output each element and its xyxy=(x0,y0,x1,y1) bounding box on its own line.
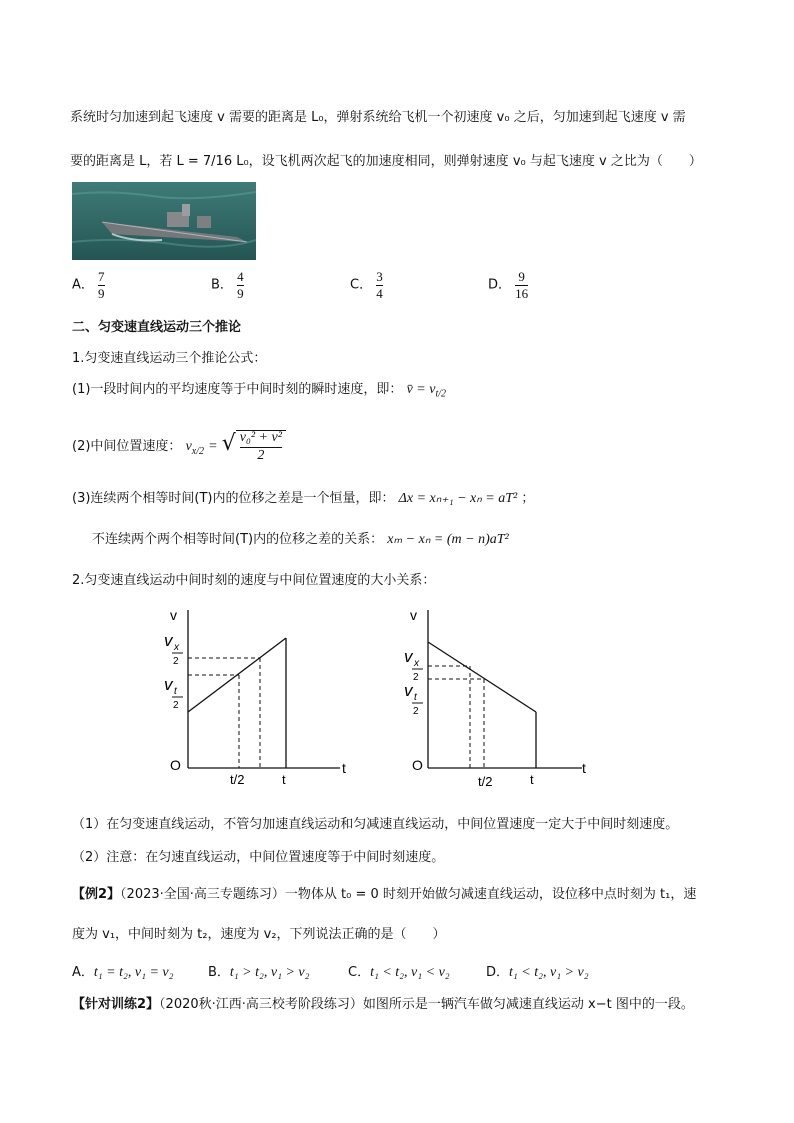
t-axis-label: t xyxy=(342,760,346,776)
decelerating-graph xyxy=(404,607,586,789)
svg-text:v: v xyxy=(164,675,173,694)
example-2-option-b[interactable]: B．t₁ > t₂, v₁ > v₂ xyxy=(208,965,310,980)
example-2-line-2: 度为 v₁，中间时刻为 t₂，速度为 v₂，下列说法正确的是（ ） xyxy=(72,927,446,942)
q1-option-a[interactable]: A． $\frac{7}{9}$ xyxy=(72,269,105,301)
warship-photo xyxy=(72,182,256,260)
inference-1: (1)一段时间内的平均速度等于中间时刻的瞬时速度，即： v̄ = $v_{t/2}$ xyxy=(72,382,446,400)
section-sub-1: 1.匀变速直线运动三个推论公式： xyxy=(72,351,267,366)
svg-text:v: v xyxy=(404,647,413,666)
note-1: （1）在匀变速直线运动，不管匀加速直线运动和匀减速直线运动，中间位置速度一定大于中间时刻速度。 xyxy=(72,817,679,832)
inference-3: (3)连续两个相等时间(T)内的位移之差是一个恒量，即： Δx = xₙ₊₁ − xₙ = aT² ； xyxy=(72,491,535,506)
q1-line-1: 系统时匀加速到起飞速度 v 需要的距离是 L₀，弹射系统给飞机一个初速度 v₀ 之后，匀加速到起飞速度 v 需 xyxy=(70,110,686,125)
svg-text:2: 2 xyxy=(413,672,419,683)
origin-label: O xyxy=(170,757,181,773)
example-2-option-a[interactable]: A．t₁ = t₂, v₁ = v₂ xyxy=(72,965,174,980)
training-2: 【针对训练2】（2020秋·江西·高三校考阶段练习）如图所示是一辆汽车做匀减速直线运动 x−t 图中的一段。 xyxy=(72,997,694,1012)
inference-2: (2)中间位置速度： $v_{x/2}$ = √ $\frac{\text{v₀² + v²}}{2}$ xyxy=(72,430,286,463)
svg-text:v: v xyxy=(404,681,413,700)
example-2-option-d[interactable]: D．t₁ < t₂, v₁ > v₂ xyxy=(486,965,589,980)
q1-option-c[interactable]: C． $\frac{3}{4}$ xyxy=(350,269,383,301)
v-axis-label: v xyxy=(170,607,177,623)
example-2-line-1: 【例2】（2023·全国·高三专题练习）一物体从 t₀ = 0 时刻开始做匀减速直线运动，设位移中点时刻为 t₁，速 xyxy=(72,887,697,902)
note-2: （2）注意：在匀速直线运动，中间位置速度等于中间时刻速度。 xyxy=(72,850,445,865)
svg-text:2: 2 xyxy=(173,700,179,711)
q1-option-b[interactable]: B． $\frac{4}{9}$ xyxy=(211,269,244,301)
example-2-option-c[interactable]: C．t₁ < t₂, v₁ < v₂ xyxy=(348,965,450,980)
svg-text:2: 2 xyxy=(173,656,179,667)
t-half-tick: t/2 xyxy=(230,772,245,787)
velocity-line-down xyxy=(428,642,536,712)
section-sub-2: 2.匀变速直线运动中间时刻的速度与中间位置速度的大小关系： xyxy=(72,573,436,588)
svg-text:t/2: t/2 xyxy=(478,774,493,789)
svg-text:v: v xyxy=(410,607,417,623)
svg-text:t: t xyxy=(174,686,177,697)
svg-text:v: v xyxy=(164,631,173,650)
velocity-time-graphs xyxy=(150,600,600,790)
q1-line-2: 要的距离是 L，若 L = 7/16 L₀，设飞机两次起飞的加速度相同，则弹射速度 v₀ 与起飞速度 v 之比为（ ） xyxy=(70,154,702,169)
svg-text:t: t xyxy=(582,760,586,776)
t-tick: t xyxy=(282,772,286,787)
q1-option-d[interactable]: D． $\frac{9}{16}$ xyxy=(488,269,529,301)
section-title: 二、匀变速直线运动三个推论 xyxy=(72,320,242,335)
svg-text:2: 2 xyxy=(413,706,419,717)
inference-4: 不连续两个两个相等时间(T)内的位移之差的关系： xₘ − xₙ = (m − n)aT² xyxy=(92,532,509,547)
svg-text:t: t xyxy=(414,692,417,703)
svg-text:O: O xyxy=(412,757,423,773)
svg-text:x: x xyxy=(174,642,179,653)
accelerating-graph xyxy=(164,607,346,787)
svg-text:x: x xyxy=(414,658,419,669)
svg-text:t: t xyxy=(530,772,534,787)
